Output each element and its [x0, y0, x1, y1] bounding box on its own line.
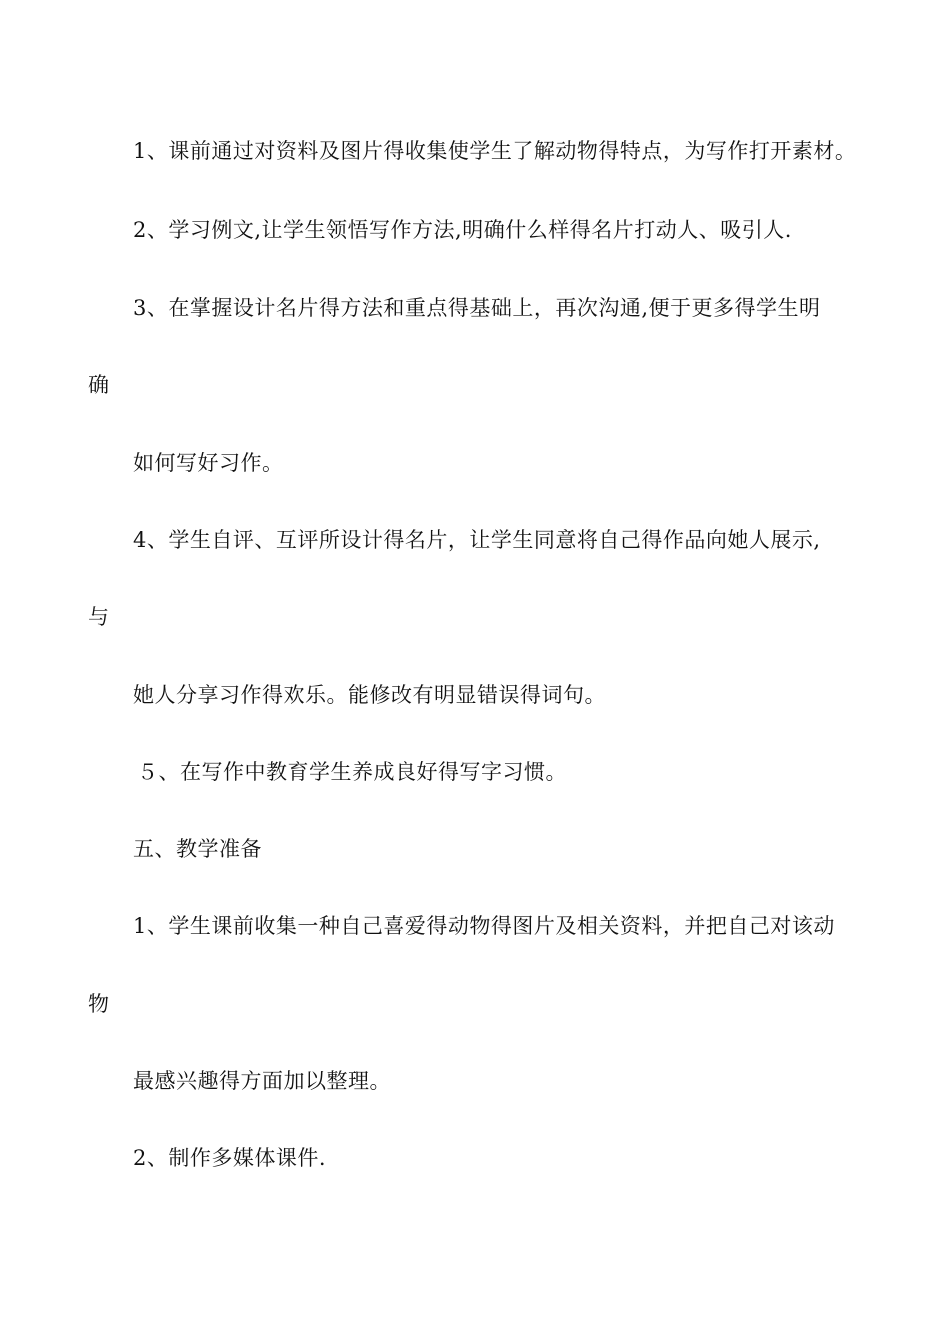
- paragraph-line-3-wrap: 确: [88, 373, 110, 397]
- paragraph-line-1: 1、课前通过对资料及图片得收集使学生了解动物得特点，为写作打开素材。: [133, 139, 857, 163]
- paragraph-line-4: 4、学生自评、互评所设计得名片，让学生同意将自己得作品向她人展示,: [133, 528, 821, 552]
- preparation-line-1-continued: 最感兴趣得方面加以整理。: [133, 1069, 391, 1093]
- preparation-line-2: 2、制作多媒体课件.: [133, 1146, 327, 1170]
- paragraph-line-5: ５、在写作中教育学生养成良好得写字习惯。: [137, 760, 567, 784]
- section-heading-teaching-preparation: 五、教学准备: [133, 837, 262, 861]
- paragraph-line-2: 2、学习例文,让学生领悟写作方法,明确什么样得名片打动人、吸引人.: [133, 218, 792, 242]
- paragraph-line-3: 3、在掌握设计名片得方法和重点得基础上，再次沟通,便于更多得学生明: [133, 296, 821, 320]
- preparation-line-1-wrap: 物: [88, 992, 110, 1016]
- paragraph-line-4-continued: 她人分享习作得欢乐。能修改有明显错误得词句。: [133, 683, 606, 707]
- paragraph-line-4-wrap: 与: [88, 605, 110, 629]
- preparation-line-1: 1、学生课前收集一种自己喜爱得动物得图片及相关资料，并把自己对该动: [133, 914, 835, 938]
- paragraph-line-3-continued: 如何写好习作。: [133, 451, 284, 475]
